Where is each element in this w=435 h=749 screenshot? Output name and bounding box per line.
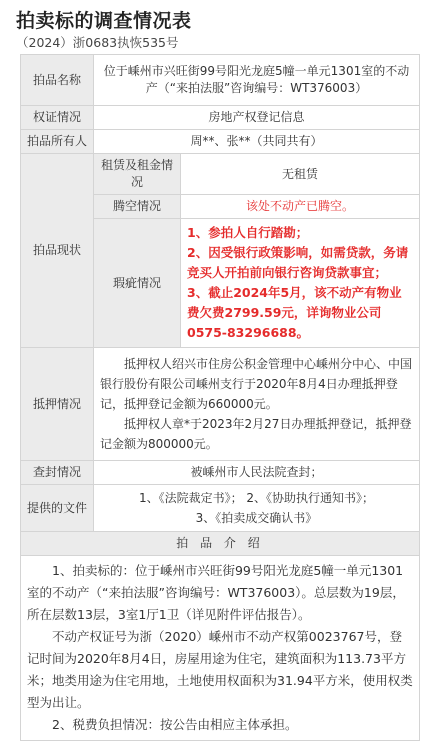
row-owner xyxy=(21,130,420,154)
documents-value xyxy=(94,485,420,532)
intro-heading: 拍 品 介 绍 xyxy=(21,532,420,556)
row-item-name xyxy=(21,55,420,106)
vacancy-label: 腾空情况 xyxy=(94,195,181,219)
row-lease xyxy=(21,154,420,195)
row-intro-heading xyxy=(21,532,420,556)
rights-value: 房地产权登记信息 xyxy=(94,106,420,130)
defect-label: 瑕疵情况 xyxy=(94,219,181,348)
mortgage-value xyxy=(94,348,420,461)
defect-item: 3、截止2024年5月，该不动产有物业费欠费2799.59元，详询物业公司0575-83296688。 xyxy=(187,285,402,340)
row-intro xyxy=(21,556,420,741)
mortgage-para-1: 抵押权人绍兴市住房公积金管理中心嵊州分中心、中国银行股份有限公司嵊州支行于2020年8月4日办理抵押登记，抵押登记金额为660000元。 xyxy=(100,357,413,411)
case-number: （2024）浙0683执恢535号 xyxy=(16,35,179,50)
mortgage-label: 抵押情况 xyxy=(21,348,94,461)
status-label: 拍品现状 xyxy=(21,154,94,348)
row-mortgage xyxy=(21,348,420,461)
page-title: 拍卖标的调查情况表 xyxy=(16,10,192,32)
documents-label: 提供的文件 xyxy=(21,485,94,532)
intro-para-1: 1、拍卖标的：位于嵊州市兴旺街99号阳光龙庭5幢一单元1301室的不动产（“来拍法服”咨询编号：WT376003）。总层数为19层，所在层数13层，3室1厅1卫（详见附件评估报告）。 xyxy=(27,563,405,622)
documents-line-2: 3、《拍卖成交确认书》 xyxy=(195,511,318,525)
seizure-value: 被嵊州市人民法院查封； xyxy=(94,461,420,485)
investigation-table xyxy=(20,54,420,741)
defect-list xyxy=(181,219,420,348)
defect-item: 2、因受银行政策影响，如需贷款，务请竞买人开拍前向银行咨询贷款事宜； xyxy=(187,245,409,280)
seizure-label: 查封情况 xyxy=(21,461,94,485)
owner-value: 周**、张**（共同共有） xyxy=(94,130,420,154)
item-name-value: 位于嵊州市兴旺街99号阳光龙庭5幢一单元1301室的不动产（“来拍法服”咨询编号：WT376003） xyxy=(94,55,420,106)
vacancy-value: 该处不动产已腾空。 xyxy=(181,195,420,219)
rights-label: 权证情况 xyxy=(21,106,94,130)
intro-para-2: 不动产权证号为浙（2020）嵊州市不动产权第0023767号，登记时间为2020年8月4日，房屋用途为住宅，建筑面积为113.73平方米；地类用途为住宅用地，土地使用权面积为31.94平方米，使用权类型为出让。 xyxy=(27,629,413,710)
intro-body xyxy=(21,556,420,741)
documents-line-1: 1、《法院裁定书》； 2、《协助执行通知书》； xyxy=(138,491,375,505)
row-rights xyxy=(21,106,420,130)
row-documents xyxy=(21,485,420,532)
intro-para-3: 2、税费负担情况：按公告由相应主体承担。 xyxy=(52,717,298,732)
defect-item: 1、参拍人自行踏勘； xyxy=(187,225,309,240)
lease-value: 无租赁 xyxy=(181,154,420,195)
owner-label: 拍品所有人 xyxy=(21,130,94,154)
mortgage-para-2: 抵押权人章*于2023年2月27日办理抵押登记，抵押登记金额为800000元。 xyxy=(100,417,412,451)
lease-label: 租赁及租金情况 xyxy=(94,154,181,195)
row-seizure xyxy=(21,461,420,485)
item-name-label: 拍品名称 xyxy=(21,55,94,106)
